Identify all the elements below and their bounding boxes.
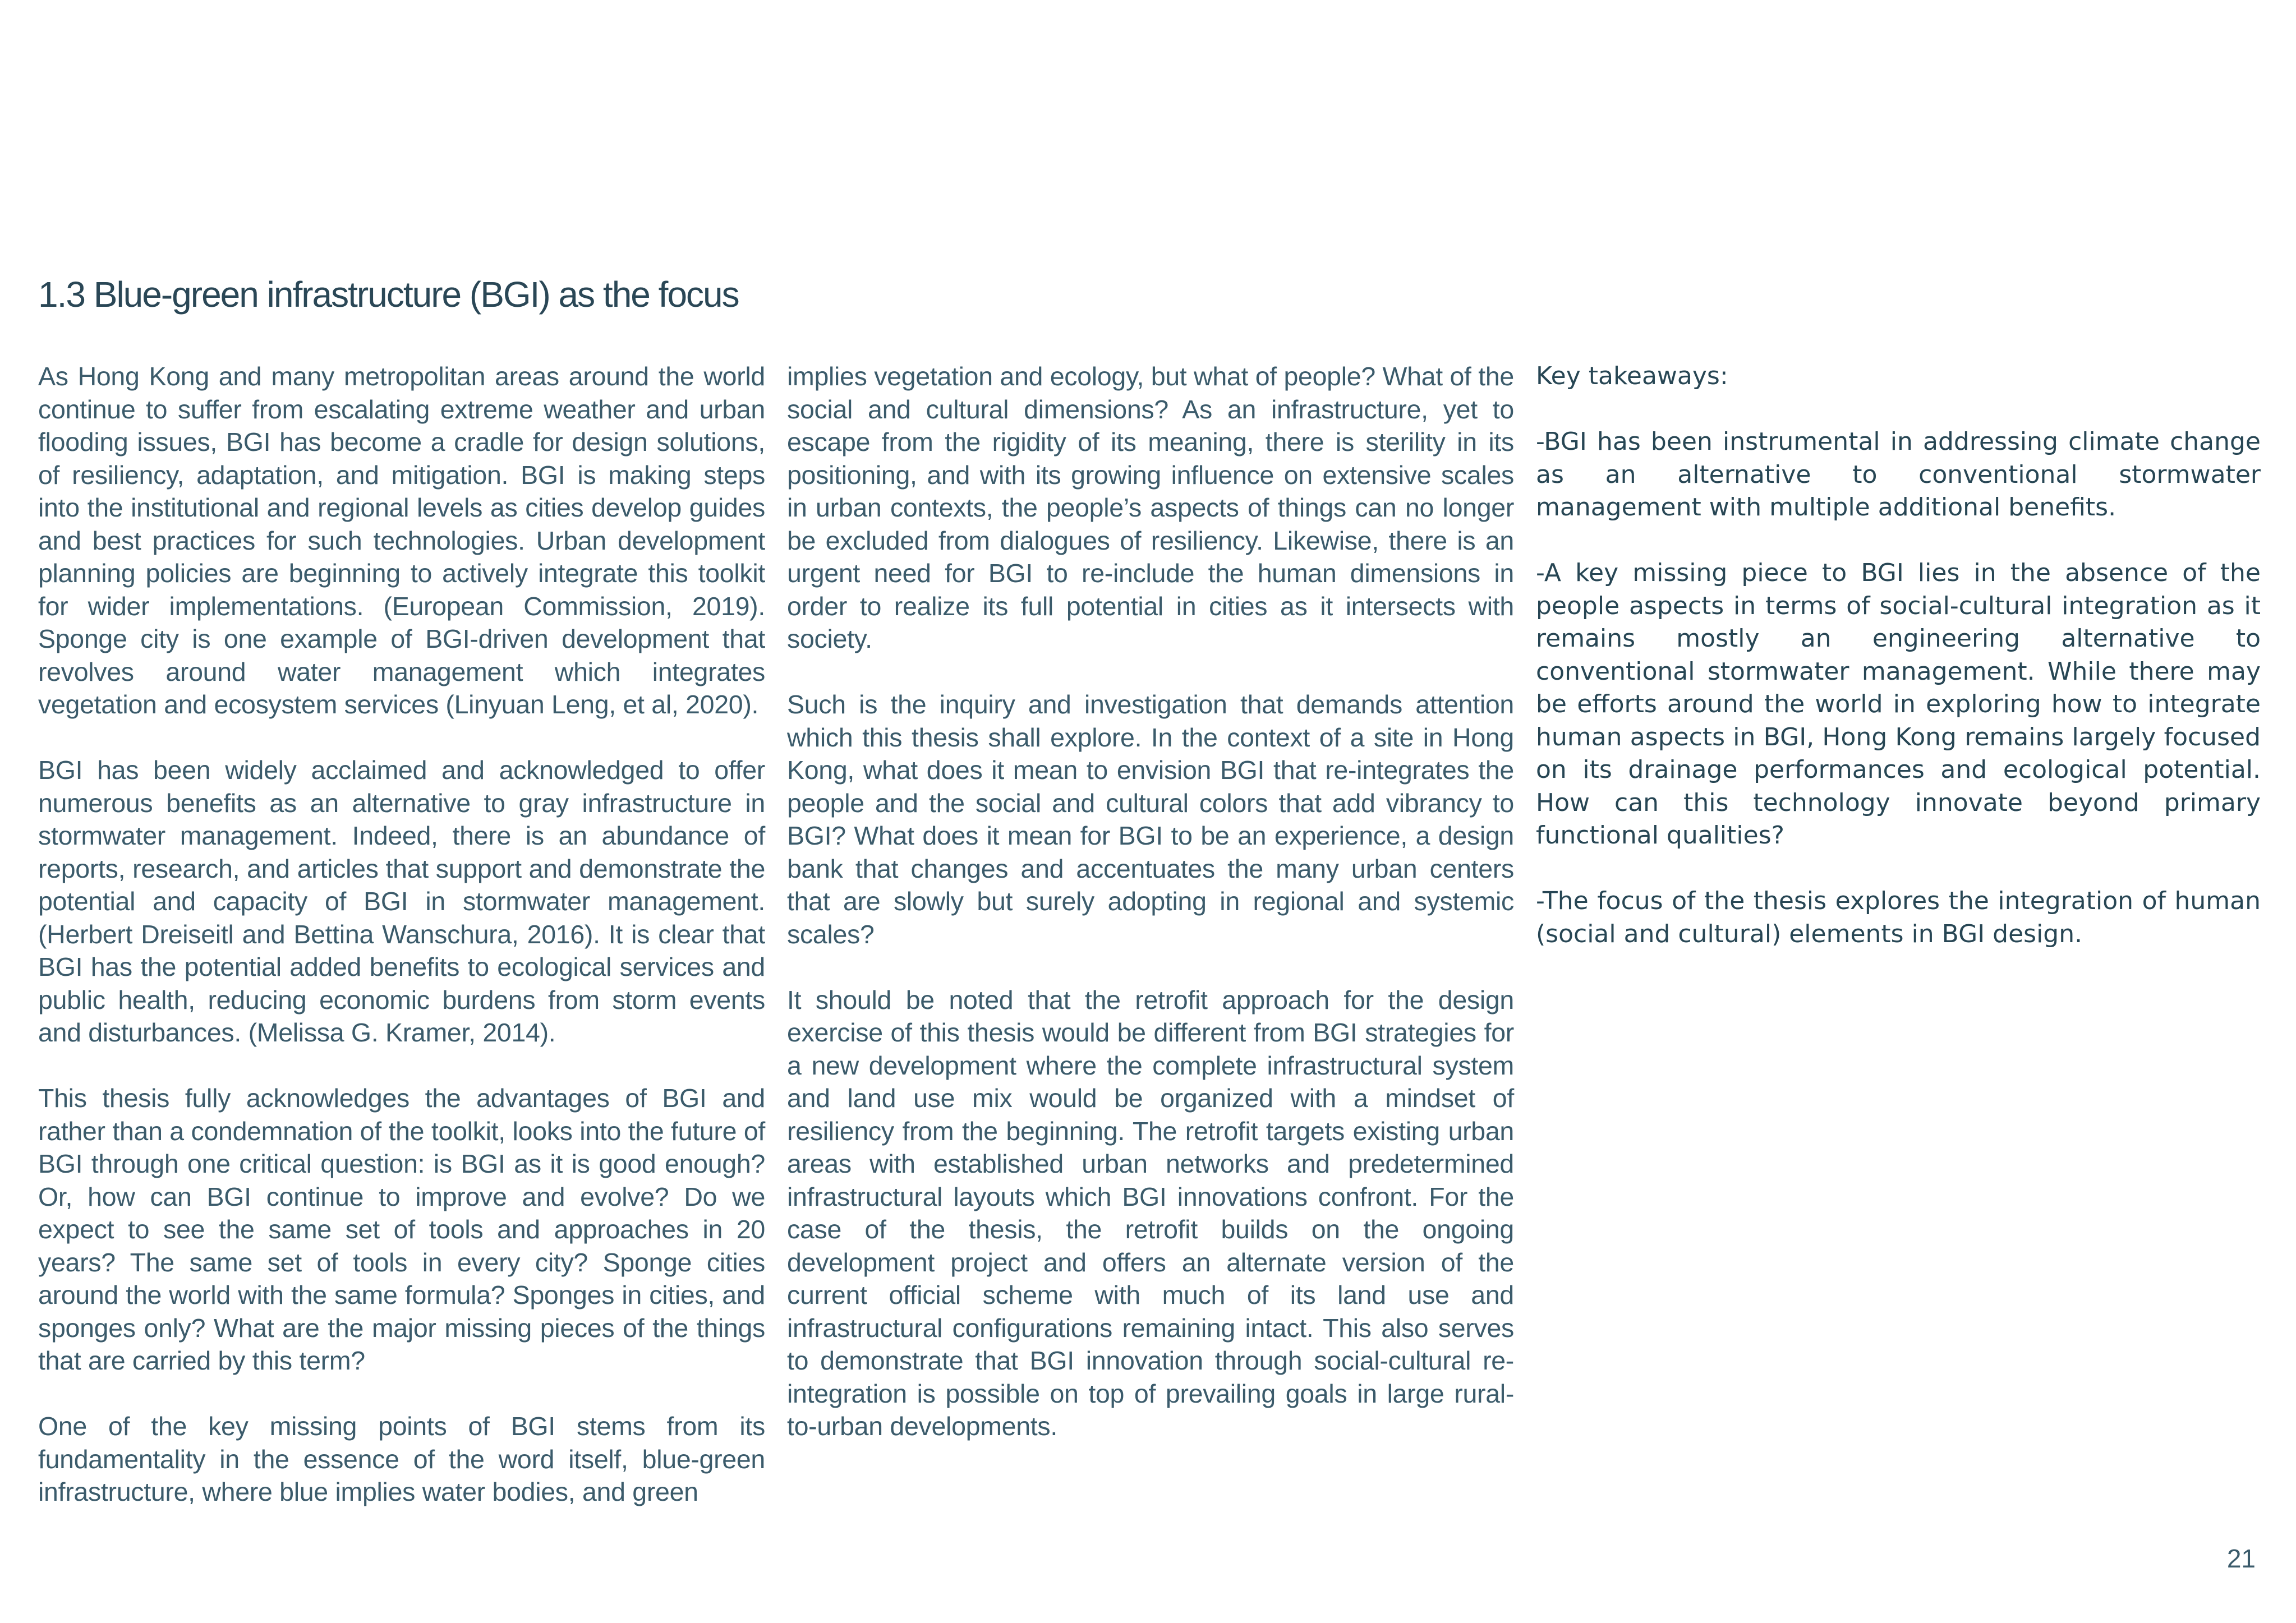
section-title: 1.3 Blue-green infrastructure (BGI) as the focus <box>38 274 739 315</box>
paragraph: BGI has been widely acclaimed and acknowledged to offer numerous benefits as an alternative to gray infrastructure in stormwater management. Indeed, there is an abundance of reports, research, and articles that support and demonstrate the potential and capacity of BGI in stormwater management. (Herbert Dreiseitl and Bettina Wanschura, 2016). It is clear that BGI has the potential added benefits to ecological services and public health, reducing economic burdens from storm events and disturbances. (Melissa G. Kramer, 2014). <box>38 755 765 1047</box>
text-column-1 <box>38 360 765 1541</box>
takeaway-item: -The focus of the thesis explores the integration of human (social and cultural) elements in BGI design. <box>1536 887 2261 948</box>
takeaway-item: -A key missing piece to BGI lies in the absence of the people aspects in terms of social-cultural integration as it remains mostly an engineering alternative to conventional stormwater management. While there may be efforts around the world in exploring how to integrate human aspects in BGI, Hong Kong remains largely focused on its drainage performances and ecological potential. How can this technology innovate beyond primary functional qualities? <box>1536 559 2261 850</box>
key-takeaways-column <box>1536 360 2261 984</box>
paragraph: implies vegetation and ecology, but what of people? What of the social and cultural dimensions? As an infrastructure, yet to escape from the rigidity of its meaning, there is sterility in its positioning, and with its growing influence on extensive scales in urban contexts, the people’s aspects of things can no longer be excluded from dialogues of resiliency. Likewise, there is an urgent need for BGI to re-include the human dimensions in order to realize its full potential in cities as it intersects with society. <box>787 362 1514 653</box>
text-column-2 <box>787 360 1514 1476</box>
key-takeaways-heading: Key takeaways: <box>1536 362 1728 390</box>
paragraph: One of the key missing points of BGI stems from its fundamentality in the essence of the word itself, blue-green infrastructure, where blue implies water bodies, and green <box>38 1412 765 1506</box>
takeaway-item: -BGI has been instrumental in addressing climate change as an alternative to conventional stormwater management with multiple additional benefits. <box>1536 427 2261 522</box>
paragraph: As Hong Kong and many metropolitan areas around the world continue to suffer from escalating extreme weather and urban flooding issues, BGI has become a cradle for design solutions, of resiliency, adaptation, and mitigation. BGI is making steps into the institutional and regional levels as cities develop guides and best practices for such technologies. Urban development planning policies are beginning to actively integrate this toolkit for wider implementations. (European Commission, 2019). Sponge city is one example of BGI-driven development that revolves around water management which integrates vegetation and ecosystem services (Linyuan Leng, et al, 2020). <box>38 362 765 719</box>
paragraph: This thesis fully acknowledges the advantages of BGI and rather than a condemnation of the toolkit, looks into the future of BGI through one critical question: is BGI as it is good enough? Or, how can BGI continue to improve and evolve? Do we expect to see the same set of tools and approaches in 20 years? The same set of tools in every city? Sponge cities around the world with the same formula? Sponges in cities, and sponges only? What are the major missing pieces of the things that are carried by this term? <box>38 1083 765 1375</box>
paragraph: Such is the inquiry and investigation that demands attention which this thesis shall explore. In the context of a site in Hong Kong, what does it mean to envision BGI that re-integrates the people and the social and cultural colors that add vibrancy to BGI? What does it mean for BGI to be an experience, a design bank that changes and accentuates the many urban centers that are slowly but surely adopting in regional and systemic scales? <box>787 690 1514 949</box>
paragraph: It should be noted that the retrofit approach for the design exercise of this thesis would be different from BGI strategies for a new development where the complete infrastructural system and land use mix would be organized with a mindset of resiliency from the beginning. The retrofit targets existing urban areas with established urban networks and predetermined infrastructural layouts which BGI innovations confront. For the case of the thesis, the retrofit builds on the ongoing development project and offers an alternate version of the current official scheme with much of its land use and infrastructural configurations remaining intact. This also serves to demonstrate that BGI innovation through social-cultural re-integration is possible on top of prevailing goals in large rural-to-urban developments. <box>787 985 1514 1441</box>
page-number: 21 <box>2226 1544 2256 1573</box>
